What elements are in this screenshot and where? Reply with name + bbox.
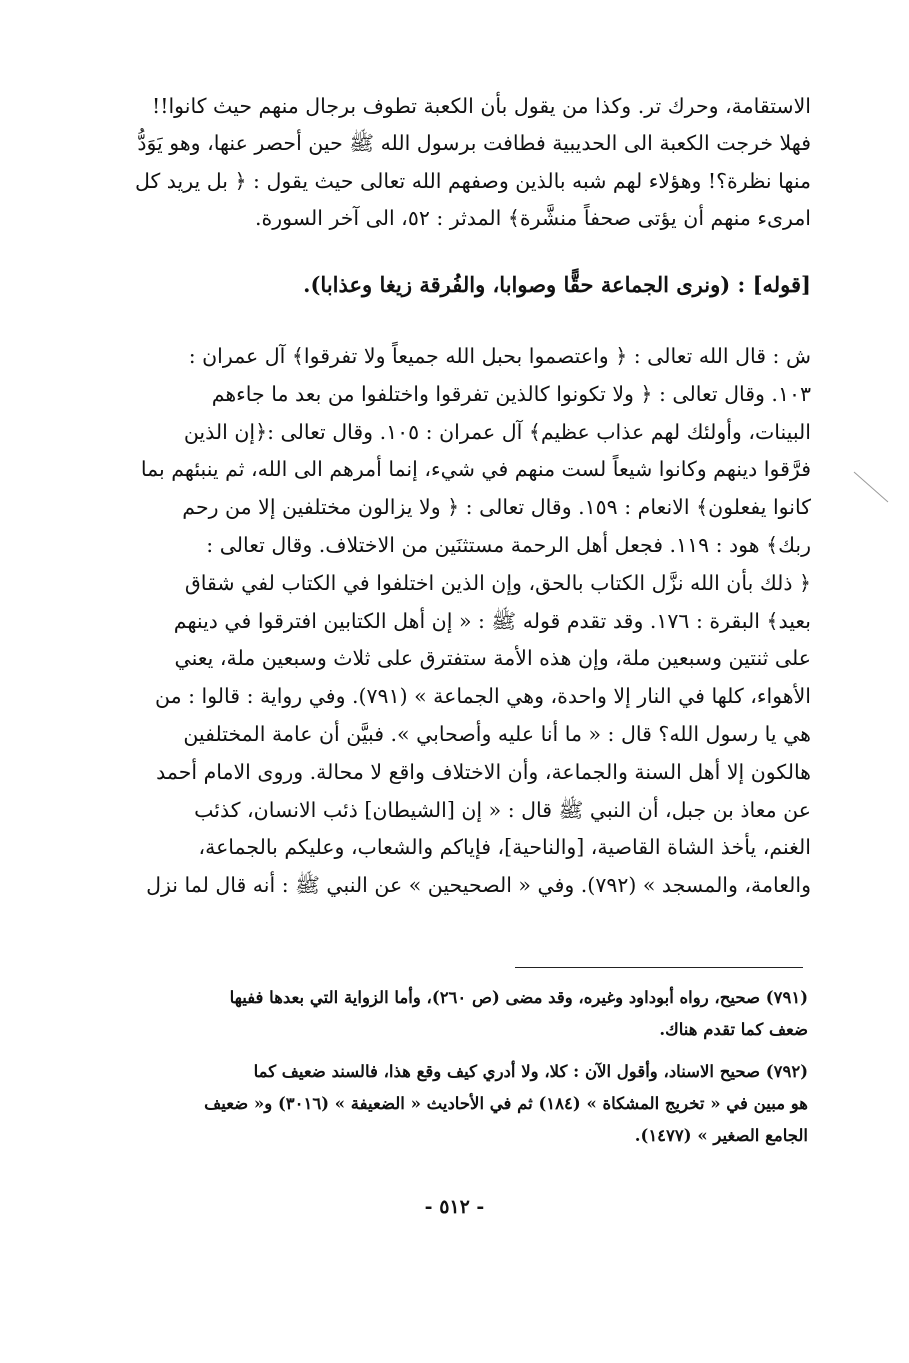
text-line: ﴿ ذلك بأن الله نزَّل الكتاب بالحق، وإن الذين اختلفوا في الكتاب لفي شقاق [184,570,811,595]
text-line: الغنم، يأخذ الشاة القاصية، [والناحية]، فإياكم والشعاب، وعليكم بالجماعة، [198,835,811,860]
footnote-separator [515,967,803,968]
footnote-791 [96,982,808,1046]
page-number: - ٥١٢ - [424,1196,485,1218]
footnote-line: (٧٩٢) صحيح الاسناد، وأقول الآن : كلا، ولا أدري كيف وقع هذا، فالسند ضعيف كما [253,1062,808,1081]
text-line: هي يا رسول الله؟ قال : « ما أنا عليه وأصحابي ». فبيَّن أن عامة المختلفين [183,721,811,746]
text-line: فرَّقوا دينهم وكانوا شيعاً لست منهم في شيء، إنما أمرهم الى الله، ثم ينبئهم بما [140,457,811,482]
text-line: هالكون إلا أهل السنة والجماعة، وأن الاختلاف واقع لا محالة. وروى الامام أحمد [156,759,811,784]
footnote-line: ضعف كما تقدم هناك. [659,1020,808,1039]
text-line: الأهواء، كلها في النار إلا واحدة، وهي الجماعة » (٧٩١). وفي رواية : قالوا : من [154,684,811,709]
text-line: والعامة، والمسجد » (٧٩٢). وفي « الصحيحين » عن النبي ﷺ : أنه قال لما نزل [146,873,811,898]
text-line: عن معاذ بن جبل، أن النبي ﷺ قال : « إن [الشيطان] ذئب الانسان، كذئب [194,797,811,822]
text-line: كانوا يفعلون﴾ الانعام : ١٥٩. وقال تعالى : ﴿ ولا يزالون مختلفين إلا من رحم [182,495,811,520]
text-line: ١٠٣. وقال تعالى : ﴿ ولا تكونوا كالذين تفرقوا واختلفوا من بعد ما جاءهم [211,381,811,406]
text-line: فهلا خرجت الكعبة الى الحديبية فطافت برسول الله ﷺ حين أحصر عنها، وهو يَوَدُّ [137,131,811,156]
text-line: على ثنتين وسبعين ملة، وإن هذه الأمة ستفترق على ثلاث وسبعين ملة، يعني [174,646,811,671]
margin-pencil-mark [852,470,892,504]
text-line: منها نظرة؟! وهؤلاء لهم شبه بالذين وصفهم الله تعالى حيث يقول : ﴿ بل يريد كل [134,168,811,193]
text-line: ربك﴾ هود : ١١٩. فجعل أهل الرحمة مستثنَين من الاختلاف. وقال تعالى : [206,532,811,557]
text-line: الاستقامة، وحرك تر. وكذا من يقول بأن الكعبة تطوف برجال منهم حيث كانوا!! [152,94,811,118]
main-text-top [96,88,811,237]
main-text-body [96,338,811,905]
text-line: امرىء منهم أن يؤتى صحفاً منشَّرة﴾ المدثر : ٥٢، الى آخر السورة. [254,205,811,230]
text-line: ش : قال الله تعالى : ﴿ واعتصموا بحبل الله جميعاً ولا تفرقوا﴾ آل عمران : [188,344,811,368]
footnote-792 [96,1056,808,1152]
text-line: البينات، وأولئك لهم عذاب عظيم﴾ آل عمران : ١٠٥. وقال تعالى :﴿إن الذين [183,419,811,444]
text-line: بعيد﴾ البقرة : ١٧٦. وقد تقدم قوله ﷺ : « إن أهل الكتابين افترقوا في دينهم [173,608,811,633]
footnote-line: (٧٩١) صحيح، رواه أبوداود وغيره، وقد مضى (ص ٢٦٠)، وأما الزواية التي بعدها ففيها [229,988,808,1007]
footnote-line: الجامع الصغير » (١٤٧٧). [634,1126,808,1145]
section-heading: [قوله] : (ونرى الجماعة حقًّا وصوابا، والفُرقة زيغا وعذابا). [303,272,811,297]
footnotes [96,982,808,1152]
footnote-line: هو مبين في « تخريج المشكاة » (١٨٤) ثم في الأحاديث « الضعيفة » (٣٠١٦) و« ضعيف [204,1094,808,1113]
